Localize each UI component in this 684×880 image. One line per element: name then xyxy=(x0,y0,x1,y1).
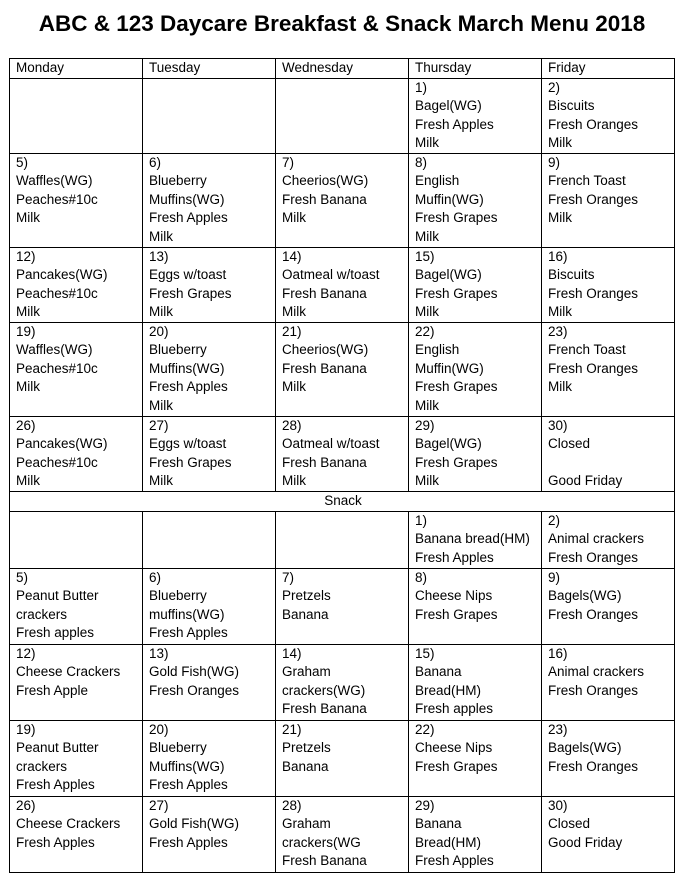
menu-item-line: Cheerios(WG) xyxy=(282,342,369,357)
menu-item-line: Milk xyxy=(548,210,572,225)
menu-item-line: Cheese Crackers xyxy=(16,816,121,831)
menu-item-line: Biscuits xyxy=(548,98,595,113)
snack-week-row xyxy=(10,720,675,796)
menu-item-line: Milk xyxy=(16,304,40,319)
menu-table-body xyxy=(10,59,675,873)
breakfast-cell-tuesday xyxy=(143,322,276,416)
menu-item-line: 29) xyxy=(415,417,435,433)
menu-item-line: Fresh Grapes xyxy=(415,606,498,622)
menu-item-line: Closed xyxy=(548,816,591,831)
menu-item-line: Animal crackers xyxy=(548,664,645,679)
menu-item-line: Fresh Oranges xyxy=(548,191,639,207)
snack-cell-monday xyxy=(10,511,143,568)
menu-item-line: 5) xyxy=(16,154,29,170)
breakfast-cell-friday xyxy=(542,153,675,247)
breakfast-cell-monday xyxy=(10,153,143,247)
menu-item-line: 30) xyxy=(548,797,568,813)
menu-item-line: Muffins(WG) xyxy=(149,758,225,774)
menu-item-line: Banana xyxy=(282,606,329,622)
menu-item-line: Closed xyxy=(548,436,591,451)
menu-item-line: Graham xyxy=(282,664,331,679)
snack-cell-monday xyxy=(10,720,143,796)
menu-item-line: Banana bread(HM) xyxy=(415,531,530,546)
snack-cell-thursday xyxy=(409,644,542,720)
menu-item-line: 6) xyxy=(149,569,162,585)
snack-cell-tuesday xyxy=(143,644,276,720)
menu-item-line: crackers xyxy=(16,758,68,774)
menu-item-line: Oatmeal w/toast xyxy=(282,436,380,451)
menu-table xyxy=(9,58,675,873)
snack-cell-friday xyxy=(542,720,675,796)
snack-cell-tuesday xyxy=(143,796,276,872)
day-header-thursday: Thursday xyxy=(409,59,542,79)
menu-item-line: Good Friday xyxy=(548,473,623,488)
menu-item-line: Muffin(WG) xyxy=(415,191,484,207)
menu-item-line: Peaches#10c xyxy=(16,191,98,207)
menu-item-line: 22) xyxy=(415,323,435,339)
menu-item-line: Milk xyxy=(282,210,306,225)
breakfast-week-row xyxy=(10,247,675,322)
menu-item-line: 1) xyxy=(415,512,428,528)
breakfast-cell-tuesday xyxy=(143,247,276,322)
menu-item-line: Milk xyxy=(415,397,439,413)
breakfast-cell-thursday xyxy=(409,153,542,247)
menu-item-line: 21) xyxy=(282,721,302,737)
menu-item-line: Fresh Banana xyxy=(282,360,367,376)
menu-item-line: Milk xyxy=(548,379,572,394)
menu-item-line: Fresh Oranges xyxy=(548,285,639,301)
menu-item-line: Peaches#10c xyxy=(16,360,98,376)
menu-item-line: Fresh Oranges xyxy=(548,758,639,774)
snack-cell-tuesday xyxy=(143,568,276,644)
menu-item-line: 20) xyxy=(149,323,169,339)
menu-item-line: Biscuits xyxy=(548,267,595,282)
menu-item-line: 20) xyxy=(149,721,169,737)
menu-item-line: Fresh Grapes xyxy=(415,210,498,225)
menu-item-line: Waffles(WG) xyxy=(16,342,93,357)
menu-item-line: Fresh Apples xyxy=(415,853,494,868)
breakfast-week-row xyxy=(10,322,675,416)
snack-cell-monday xyxy=(10,644,143,720)
menu-item-line: Milk xyxy=(415,304,439,319)
snack-section-label: Snack xyxy=(10,491,675,511)
menu-item-line: Eggs w/toast xyxy=(149,267,227,282)
menu-item-line: 16) xyxy=(548,248,568,264)
menu-item-line: 8) xyxy=(415,154,428,170)
menu-item-line: 7) xyxy=(282,569,295,585)
menu-item-line: Blueberry xyxy=(149,342,207,357)
menu-item-line: Fresh apples xyxy=(415,701,494,716)
page-title: ABC & 123 Daycare Breakfast & Snack March Menu 2018 xyxy=(38,11,646,36)
menu-item-line: Banana xyxy=(415,664,462,679)
menu-item-line: Good Friday xyxy=(548,834,623,850)
breakfast-cell-wednesday xyxy=(276,153,409,247)
menu-item-line: Fresh Banana xyxy=(282,701,367,716)
menu-item-line: Milk xyxy=(282,473,306,488)
breakfast-cell-wednesday xyxy=(276,416,409,491)
snack-week-row xyxy=(10,568,675,644)
menu-item-line: 21) xyxy=(282,323,302,339)
snack-cell-wednesday xyxy=(276,796,409,872)
snack-cell-friday xyxy=(542,644,675,720)
menu-item-line: 19) xyxy=(16,323,36,339)
menu-item-line: 26) xyxy=(16,797,36,813)
menu-item-line: Fresh Grapes xyxy=(415,758,498,774)
breakfast-cell-thursday xyxy=(409,247,542,322)
menu-item-line: 5) xyxy=(16,569,29,585)
menu-item-line: Blueberry xyxy=(149,588,207,603)
menu-item-line: Waffles(WG) xyxy=(16,173,93,188)
menu-item-line: 2) xyxy=(548,79,561,95)
menu-item-line: Fresh Apples xyxy=(149,777,228,792)
menu-item-line: Bagel(WG) xyxy=(415,436,482,451)
breakfast-cell-wednesday xyxy=(276,247,409,322)
menu-item-line: 15) xyxy=(415,248,435,264)
snack-cell-monday xyxy=(10,796,143,872)
menu-item-line: 7) xyxy=(282,154,295,170)
menu-item-line: 30) xyxy=(548,417,568,433)
day-header-wednesday: Wednesday xyxy=(276,59,409,79)
breakfast-cell-tuesday xyxy=(143,153,276,247)
menu-item-line: Bagels(WG) xyxy=(548,740,622,755)
menu-item-line: Gold Fish(WG) xyxy=(149,664,240,679)
menu-item-line: Fresh Oranges xyxy=(548,606,639,622)
menu-item-line: Cheese Nips xyxy=(415,740,493,755)
breakfast-cell-thursday xyxy=(409,416,542,491)
menu-item-line: Oatmeal w/toast xyxy=(282,267,380,282)
menu-item-line: Peanut Butter xyxy=(16,740,99,755)
menu-item-line: crackers(WG) xyxy=(282,682,366,698)
breakfast-cell-monday xyxy=(10,416,143,491)
menu-item-line: 16) xyxy=(548,645,568,661)
menu-item-line: Fresh Apples xyxy=(149,625,228,640)
breakfast-week-row xyxy=(10,416,675,491)
menu-item-line: Bagel(WG) xyxy=(415,267,482,282)
menu-item-line: Fresh Oranges xyxy=(149,682,240,698)
menu-item-line: 9) xyxy=(548,569,561,585)
menu-item-line: Fresh Apple xyxy=(16,682,89,698)
snack-cell-wednesday xyxy=(276,568,409,644)
menu-item-line: 23) xyxy=(548,323,568,339)
menu-item-line: muffins(WG) xyxy=(149,606,225,622)
menu-item-line: 2) xyxy=(548,512,561,528)
menu-item-line: Fresh Apples xyxy=(16,834,95,850)
breakfast-cell-monday xyxy=(10,322,143,416)
day-header-friday: Friday xyxy=(542,59,675,79)
menu-item-line: Banana xyxy=(282,758,329,774)
menu-item-line: crackers(WG xyxy=(282,834,361,850)
menu-item-line: Milk xyxy=(149,228,173,244)
menu-item-line: Fresh Grapes xyxy=(149,454,232,470)
menu-item-line: 23) xyxy=(548,721,568,737)
breakfast-cell-friday xyxy=(542,416,675,491)
menu-item-line: Fresh Grapes xyxy=(415,454,498,470)
menu-item-line: Fresh Apples xyxy=(149,210,228,225)
breakfast-cell-friday xyxy=(542,247,675,322)
snack-cell-thursday xyxy=(409,720,542,796)
menu-item-line: Muffins(WG) xyxy=(149,191,225,207)
breakfast-cell-wednesday xyxy=(276,78,409,153)
menu-item-line: Gold Fish(WG) xyxy=(149,816,240,831)
menu-item-line: Milk xyxy=(16,473,40,488)
menu-item-line: 28) xyxy=(282,417,302,433)
day-header-tuesday: Tuesday xyxy=(143,59,276,79)
snack-week-row xyxy=(10,511,675,568)
menu-item-line: Pretzels xyxy=(282,740,331,755)
snack-cell-monday xyxy=(10,568,143,644)
menu-item-line: Cheerios(WG) xyxy=(282,173,369,188)
menu-item-line: 12) xyxy=(16,248,36,264)
menu-item-line: French Toast xyxy=(548,173,626,188)
menu-item-line: Fresh Oranges xyxy=(548,682,639,698)
breakfast-cell-tuesday xyxy=(143,78,276,153)
breakfast-cell-friday xyxy=(542,78,675,153)
menu-item-line: Milk xyxy=(282,304,306,319)
menu-item-line: Milk xyxy=(548,135,572,150)
menu-item-line: Fresh Oranges xyxy=(548,549,639,565)
menu-item-line: Milk xyxy=(415,473,439,488)
snack-week-row xyxy=(10,796,675,872)
menu-item-line: Milk xyxy=(16,210,40,225)
menu-item-line: 1) xyxy=(415,79,428,95)
snack-cell-tuesday xyxy=(143,511,276,568)
breakfast-cell-monday xyxy=(10,78,143,153)
menu-item-line: Banana xyxy=(415,816,462,831)
menu-item-line: Fresh Banana xyxy=(282,285,367,301)
menu-item-line: Fresh Grapes xyxy=(415,285,498,301)
breakfast-cell-thursday xyxy=(409,78,542,153)
menu-item-line: 27) xyxy=(149,417,169,433)
breakfast-cell-wednesday xyxy=(276,322,409,416)
menu-item-line: Bread(HM) xyxy=(415,682,482,698)
menu-item-line: Fresh apples xyxy=(16,625,95,640)
menu-item-line: Muffin(WG) xyxy=(415,360,484,376)
menu-item-line: French Toast xyxy=(548,342,626,357)
menu-item-line: Bagel(WG) xyxy=(415,98,482,113)
menu-item-line: 29) xyxy=(415,797,435,813)
breakfast-cell-thursday xyxy=(409,322,542,416)
snack-cell-thursday xyxy=(409,511,542,568)
menu-item-line: Fresh Apples xyxy=(16,777,95,792)
menu-item-line: 27) xyxy=(149,797,169,813)
menu-item-line: English xyxy=(415,342,460,357)
snack-week-row xyxy=(10,644,675,720)
menu-item-line: Blueberry xyxy=(149,740,207,755)
snack-cell-thursday xyxy=(409,796,542,872)
menu-item-line: Cheese Crackers xyxy=(16,664,121,679)
snack-cell-wednesday xyxy=(276,511,409,568)
menu-item-line: 28) xyxy=(282,797,302,813)
menu-item-line: Fresh Oranges xyxy=(548,116,639,132)
breakfast-week-row xyxy=(10,78,675,153)
day-header-monday: Monday xyxy=(10,59,143,79)
menu-item-line: 13) xyxy=(149,248,169,264)
menu-item-line: Fresh Apples xyxy=(149,379,228,394)
menu-item-line: 14) xyxy=(282,248,302,264)
menu-item-line: Graham xyxy=(282,816,331,831)
menu-item-line: 8) xyxy=(415,569,428,585)
breakfast-cell-monday xyxy=(10,247,143,322)
menu-item-line: Milk xyxy=(415,228,439,244)
menu-item-line: 6) xyxy=(149,154,162,170)
menu-item-line: Peaches#10c xyxy=(16,285,98,301)
menu-item-line: Peanut Butter xyxy=(16,588,99,603)
menu-item-line: Fresh Oranges xyxy=(548,360,639,376)
menu-item-line: Fresh Banana xyxy=(282,853,367,868)
breakfast-week-row xyxy=(10,153,675,247)
menu-item-line: crackers xyxy=(16,606,68,622)
breakfast-cell-friday xyxy=(542,322,675,416)
menu-item-line: Bread(HM) xyxy=(415,834,482,850)
snack-section-row xyxy=(10,491,675,511)
menu-item-line: Peaches#10c xyxy=(16,454,98,470)
menu-item-line: Milk xyxy=(415,135,439,150)
menu-item-line: English xyxy=(415,173,460,188)
snack-cell-tuesday xyxy=(143,720,276,796)
menu-item-line: 15) xyxy=(415,645,435,661)
menu-item-line: 22) xyxy=(415,721,435,737)
menu-item-line: Fresh Grapes xyxy=(149,285,232,301)
menu-item-line: Muffins(WG) xyxy=(149,360,225,376)
menu-item-line: Cheese Nips xyxy=(415,588,493,603)
menu-item-line: Fresh Apples xyxy=(415,549,494,565)
snack-cell-friday xyxy=(542,568,675,644)
menu-item-line: Milk xyxy=(149,304,173,319)
menu-item-line: Fresh Banana xyxy=(282,454,367,470)
menu-item-line: Milk xyxy=(149,397,173,413)
snack-cell-wednesday xyxy=(276,720,409,796)
menu-item-line: 26) xyxy=(16,417,36,433)
menu-item-line: Milk xyxy=(149,473,173,488)
menu-item-line: Pretzels xyxy=(282,588,331,603)
menu-item-line: 12) xyxy=(16,645,36,661)
menu-item-line xyxy=(548,454,670,473)
menu-item-line: 19) xyxy=(16,721,36,737)
snack-cell-friday xyxy=(542,511,675,568)
menu-item-line: Fresh Banana xyxy=(282,191,367,207)
breakfast-cell-tuesday xyxy=(143,416,276,491)
menu-item-line: Bagels(WG) xyxy=(548,588,622,603)
snack-cell-thursday xyxy=(409,568,542,644)
snack-cell-friday xyxy=(542,796,675,872)
menu-item-line: Animal crackers xyxy=(548,531,645,546)
menu-item-line: Milk xyxy=(548,304,572,319)
menu-item-line: 9) xyxy=(548,154,561,170)
menu-item-line: Eggs w/toast xyxy=(149,436,227,451)
menu-item-line: 14) xyxy=(282,645,302,661)
menu-item-line: Fresh Grapes xyxy=(415,379,498,394)
menu-item-line: Pancakes(WG) xyxy=(16,267,108,282)
menu-item-line: Fresh Apples xyxy=(149,834,228,850)
menu-item-line: 13) xyxy=(149,645,169,661)
menu-item-line: Pancakes(WG) xyxy=(16,436,108,451)
menu-item-line: Milk xyxy=(282,379,306,394)
day-header-row xyxy=(10,59,675,79)
menu-item-line: Blueberry xyxy=(149,173,207,188)
menu-item-line: Fresh Apples xyxy=(415,116,494,132)
snack-cell-wednesday xyxy=(276,644,409,720)
menu-item-line: Milk xyxy=(16,379,40,394)
